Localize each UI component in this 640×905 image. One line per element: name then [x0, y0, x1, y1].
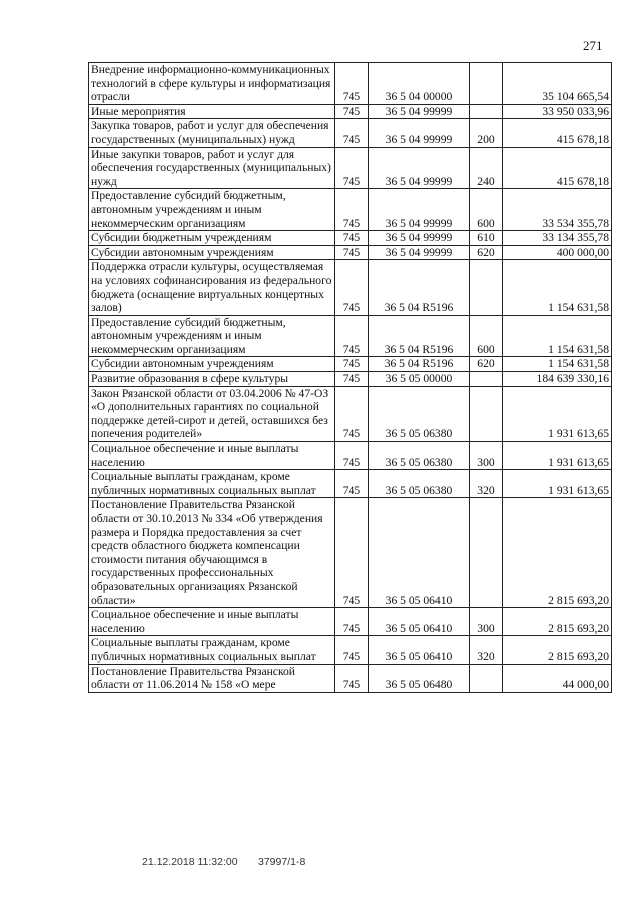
- row-expense-type: 200: [470, 119, 503, 147]
- table-row: [89, 104, 612, 119]
- table-row: [89, 470, 612, 498]
- row-amount: 2 815 693,20: [503, 636, 612, 664]
- row-department-code: 745: [335, 636, 369, 664]
- row-department-code: 745: [335, 231, 369, 246]
- row-amount: 2 815 693,20: [503, 608, 612, 636]
- row-expense-type: [470, 260, 503, 315]
- row-name: Иные закупки товаров, работ и услуг для обеспечения государственных (муниципальных) нужд: [89, 147, 335, 189]
- row-department-code: 745: [335, 119, 369, 147]
- row-expense-type: 600: [470, 189, 503, 231]
- table-row: [89, 608, 612, 636]
- budget-table: [88, 62, 612, 693]
- table-row: [89, 119, 612, 147]
- row-target-article: 36 5 05 06410: [369, 608, 470, 636]
- row-amount: 1 931 613,65: [503, 386, 612, 441]
- row-name: Развитие образования в сфере культуры: [89, 372, 335, 387]
- row-amount: 1 931 613,65: [503, 470, 612, 498]
- row-department-code: 745: [335, 260, 369, 315]
- row-department-code: 745: [335, 189, 369, 231]
- row-amount: 184 639 330,16: [503, 372, 612, 387]
- row-expense-type: 320: [470, 636, 503, 664]
- table-row: [89, 189, 612, 231]
- row-expense-type: 300: [470, 442, 503, 470]
- footer-doc-code: 37997/1-8: [258, 856, 306, 868]
- row-name: Внедрение информационно-коммуникационных технологий в сфере культуры и информатизация отрасли: [89, 63, 335, 105]
- row-expense-type: 620: [470, 357, 503, 372]
- table-row: [89, 664, 612, 692]
- row-amount: 33 950 033,96: [503, 104, 612, 119]
- row-target-article: 36 5 04 99999: [369, 245, 470, 260]
- row-department-code: 745: [335, 315, 369, 357]
- row-target-article: 36 5 04 R5196: [369, 260, 470, 315]
- row-name: Субсидии бюджетным учреждениям: [89, 231, 335, 246]
- row-target-article: 36 5 05 06380: [369, 442, 470, 470]
- row-name: Социальное обеспечение и иные выплаты населению: [89, 442, 335, 470]
- row-target-article: 36 5 04 99999: [369, 147, 470, 189]
- row-amount: 1 154 631,58: [503, 315, 612, 357]
- row-name: Постановление Правительства Рязанской области от 11.06.2014 № 158 «О мере: [89, 664, 335, 692]
- table-row: [89, 636, 612, 664]
- row-amount: 33 534 355,78: [503, 189, 612, 231]
- row-amount: 2 815 693,20: [503, 498, 612, 608]
- row-expense-type: [470, 664, 503, 692]
- row-name: Предоставление субсидий бюджетным, автономным учреждениям и иным некоммерческим организациям: [89, 315, 335, 357]
- row-name: Поддержка отрасли культуры, осуществляемая на условиях софинансирования из федерального бюджета (оснащение виртуальных концертных залов): [89, 260, 335, 315]
- table-row: [89, 386, 612, 441]
- row-name: Субсидии автономным учреждениям: [89, 245, 335, 260]
- table-row: [89, 315, 612, 357]
- row-amount: 415 678,18: [503, 119, 612, 147]
- row-target-article: 36 5 04 R5196: [369, 315, 470, 357]
- row-department-code: 745: [335, 386, 369, 441]
- row-expense-type: [470, 63, 503, 105]
- row-expense-type: [470, 498, 503, 608]
- row-target-article: 36 5 04 99999: [369, 189, 470, 231]
- row-expense-type: [470, 372, 503, 387]
- row-amount: 415 678,18: [503, 147, 612, 189]
- row-name: Закон Рязанской области от 03.04.2006 № 47-ОЗ «О дополнительных гарантиях по социальной поддержке детей-сирот и детей, оставшихся без попечения родителей»: [89, 386, 335, 441]
- row-target-article: 36 5 04 99999: [369, 104, 470, 119]
- table-row: [89, 442, 612, 470]
- row-expense-type: [470, 386, 503, 441]
- row-department-code: 745: [335, 664, 369, 692]
- row-amount: 33 134 355,78: [503, 231, 612, 246]
- row-department-code: 745: [335, 608, 369, 636]
- row-target-article: 36 5 05 06380: [369, 470, 470, 498]
- row-department-code: 745: [335, 357, 369, 372]
- row-department-code: 745: [335, 372, 369, 387]
- footer-timestamp: 21.12.2018 11:32:00: [142, 856, 238, 868]
- row-name: Социальное обеспечение и иные выплаты населению: [89, 608, 335, 636]
- row-department-code: 745: [335, 104, 369, 119]
- row-name: Социальные выплаты гражданам, кроме публичных нормативных социальных выплат: [89, 636, 335, 664]
- row-expense-type: 620: [470, 245, 503, 260]
- table-row: [89, 372, 612, 387]
- table-row: [89, 231, 612, 246]
- table-row: [89, 245, 612, 260]
- row-department-code: 745: [335, 470, 369, 498]
- table-row: [89, 357, 612, 372]
- row-department-code: 745: [335, 498, 369, 608]
- row-name: Закупка товаров, работ и услуг для обеспечения государственных (муниципальных) нужд: [89, 119, 335, 147]
- row-expense-type: 300: [470, 608, 503, 636]
- row-amount: 1 154 631,58: [503, 357, 612, 372]
- row-target-article: 36 5 04 99999: [369, 231, 470, 246]
- row-target-article: 36 5 05 06410: [369, 636, 470, 664]
- table-row: [89, 63, 612, 105]
- row-amount: 400 000,00: [503, 245, 612, 260]
- row-name: Субсидии автономным учреждениям: [89, 357, 335, 372]
- row-name: Иные мероприятия: [89, 104, 335, 119]
- table-row: [89, 260, 612, 315]
- row-expense-type: 320: [470, 470, 503, 498]
- row-target-article: 36 5 05 06380: [369, 386, 470, 441]
- row-amount: 35 104 665,54: [503, 63, 612, 105]
- row-name: Предоставление субсидий бюджетным, автономным учреждениям и иным некоммерческим организациям: [89, 189, 335, 231]
- row-name: Социальные выплаты гражданам, кроме публичных нормативных социальных выплат: [89, 470, 335, 498]
- table-row: [89, 498, 612, 608]
- row-target-article: 36 5 05 06410: [369, 498, 470, 608]
- row-target-article: 36 5 05 00000: [369, 372, 470, 387]
- row-department-code: 745: [335, 147, 369, 189]
- table-row: [89, 147, 612, 189]
- row-department-code: 745: [335, 442, 369, 470]
- page-number: 271: [583, 38, 603, 53]
- row-expense-type: 600: [470, 315, 503, 357]
- row-target-article: 36 5 04 00000: [369, 63, 470, 105]
- row-department-code: 745: [335, 63, 369, 105]
- row-amount: 44 000,00: [503, 664, 612, 692]
- row-name: Постановление Правительства Рязанской области от 30.10.2013 № 334 «Об утверждения размера и Порядка предоставления за счет средств областного бюджета компенсации стоимости питания обучающимся в государственных профессиональных образовательных организациях Рязанской области»: [89, 498, 335, 608]
- row-target-article: 36 5 05 06480: [369, 664, 470, 692]
- row-expense-type: 240: [470, 147, 503, 189]
- row-amount: 1 154 631,58: [503, 260, 612, 315]
- row-amount: 1 931 613,65: [503, 442, 612, 470]
- row-department-code: 745: [335, 245, 369, 260]
- row-expense-type: 610: [470, 231, 503, 246]
- row-expense-type: [470, 104, 503, 119]
- row-target-article: 36 5 04 99999: [369, 119, 470, 147]
- row-target-article: 36 5 04 R5196: [369, 357, 470, 372]
